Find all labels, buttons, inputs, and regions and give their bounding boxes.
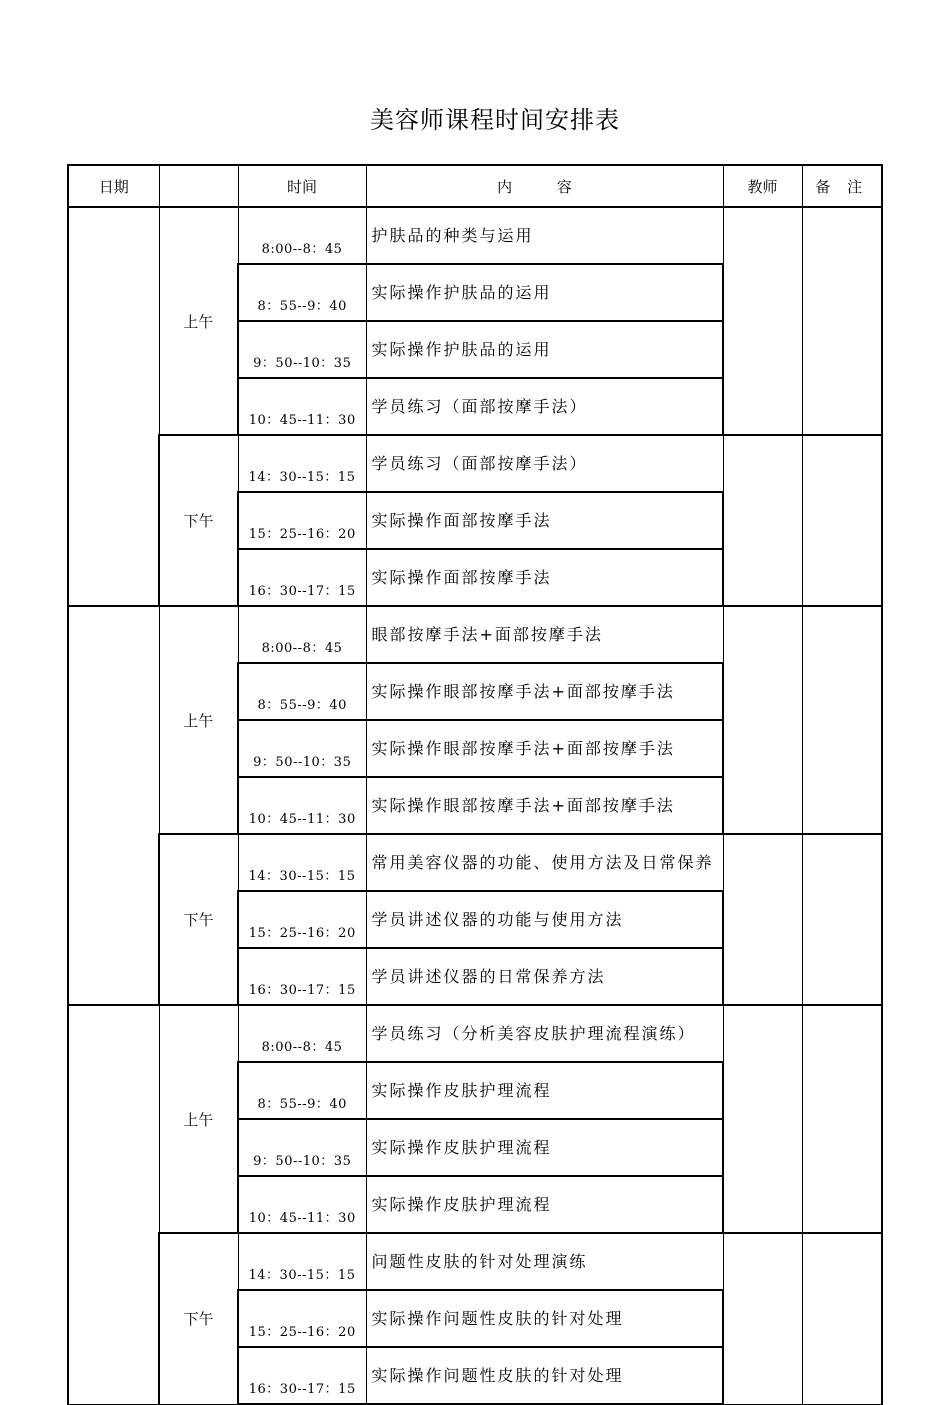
- time-cell: 10：45--11：30: [238, 378, 366, 435]
- content-cell: 实际操作护肤品的运用: [366, 321, 723, 378]
- content-cell: 实际操作皮肤护理流程: [366, 1176, 723, 1233]
- period-am: 上午: [159, 207, 238, 435]
- note-cell: [802, 435, 882, 606]
- content-cell: 护肤品的种类与运用: [366, 207, 723, 264]
- date-cell: [68, 1005, 159, 1404]
- content-cell: 常用美容仪器的功能、使用方法及日常保养: [366, 834, 723, 891]
- time-cell: 14：30--15：15: [238, 1233, 366, 1290]
- note-cell: [802, 207, 882, 435]
- time-cell: 9：50--10：35: [238, 321, 366, 378]
- note-cell: [802, 1005, 882, 1233]
- time-cell: 15：25--16：20: [238, 891, 366, 948]
- time-cell: 8：55--9：40: [238, 264, 366, 321]
- time-cell: 14：30--15：15: [238, 435, 366, 492]
- time-cell: 14：30--15：15: [238, 834, 366, 891]
- time-cell: 8:00--8：45: [238, 606, 366, 663]
- content-cell: 实际操作眼部按摩手法+面部按摩手法: [366, 663, 723, 720]
- content-cell: 学员练习（面部按摩手法）: [366, 435, 723, 492]
- content-cell: 实际操作问题性皮肤的针对处理: [366, 1290, 723, 1347]
- time-cell: 10：45--11：30: [238, 777, 366, 834]
- date-cell: [68, 207, 159, 606]
- note-cell: [802, 606, 882, 834]
- time-cell: 16：30--17：15: [238, 1347, 366, 1404]
- table-row: [68, 606, 882, 663]
- teacher-cell: [723, 435, 802, 606]
- header-date: 日期: [68, 165, 159, 207]
- note-cell: [802, 834, 882, 1005]
- content-cell: 实际操作护肤品的运用: [366, 264, 723, 321]
- teacher-cell: [723, 207, 802, 435]
- content-cell: 实际操作皮肤护理流程: [366, 1119, 723, 1176]
- header-time: 时间: [238, 165, 366, 207]
- content-cell: 实际操作皮肤护理流程: [366, 1062, 723, 1119]
- period-pm: 下午: [159, 435, 238, 606]
- time-cell: 8：55--9：40: [238, 1062, 366, 1119]
- header-note: 备 注: [802, 165, 882, 207]
- period-am: 上午: [159, 606, 238, 834]
- content-cell: 学员练习（分析美容皮肤护理流程演练）: [366, 1005, 723, 1062]
- time-cell: 8：55--9：40: [238, 663, 366, 720]
- table-row: [68, 834, 882, 891]
- content-cell: 实际操作问题性皮肤的针对处理: [366, 1347, 723, 1404]
- date-cell: [68, 606, 159, 1005]
- time-cell: 15：25--16：20: [238, 1290, 366, 1347]
- header-teacher: 教师: [723, 165, 802, 207]
- content-cell: 实际操作面部按摩手法: [366, 549, 723, 606]
- time-cell: 8:00--8：45: [238, 1005, 366, 1062]
- content-cell: 眼部按摩手法+面部按摩手法: [366, 606, 723, 663]
- time-cell: 8:00--8：45: [238, 207, 366, 264]
- time-cell: 16：30--17：15: [238, 549, 366, 606]
- table-row: [68, 207, 882, 264]
- header-row: [68, 165, 882, 207]
- page-title: 美容师课程时间安排表: [370, 106, 620, 134]
- table-row: [68, 1233, 882, 1290]
- content-cell: 实际操作眼部按摩手法+面部按摩手法: [366, 720, 723, 777]
- time-cell: 9：50--10：35: [238, 720, 366, 777]
- teacher-cell: [723, 1005, 802, 1233]
- time-cell: 9：50--10：35: [238, 1119, 366, 1176]
- time-cell: 10：45--11：30: [238, 1176, 366, 1233]
- content-cell: 实际操作眼部按摩手法+面部按摩手法: [366, 777, 723, 834]
- content-cell: 学员讲述仪器的日常保养方法: [366, 948, 723, 1005]
- note-cell: [802, 1233, 882, 1404]
- time-cell: 15：25--16：20: [238, 492, 366, 549]
- period-pm: 下午: [159, 1233, 238, 1404]
- content-cell: 学员讲述仪器的功能与使用方法: [366, 891, 723, 948]
- teacher-cell: [723, 1233, 802, 1404]
- content-cell: 问题性皮肤的针对处理演练: [366, 1233, 723, 1290]
- time-cell: 16：30--17：15: [238, 948, 366, 1005]
- content-cell: 学员练习（面部按摩手法）: [366, 378, 723, 435]
- table-row: [68, 1005, 882, 1062]
- table-row: [68, 435, 882, 492]
- period-pm: 下午: [159, 834, 238, 1005]
- teacher-cell: [723, 606, 802, 834]
- content-cell: 实际操作面部按摩手法: [366, 492, 723, 549]
- header-period: [159, 165, 238, 207]
- teacher-cell: [723, 834, 802, 1005]
- schedule-table: [67, 164, 883, 1405]
- period-am: 上午: [159, 1005, 238, 1233]
- header-content: 内 容: [366, 165, 723, 207]
